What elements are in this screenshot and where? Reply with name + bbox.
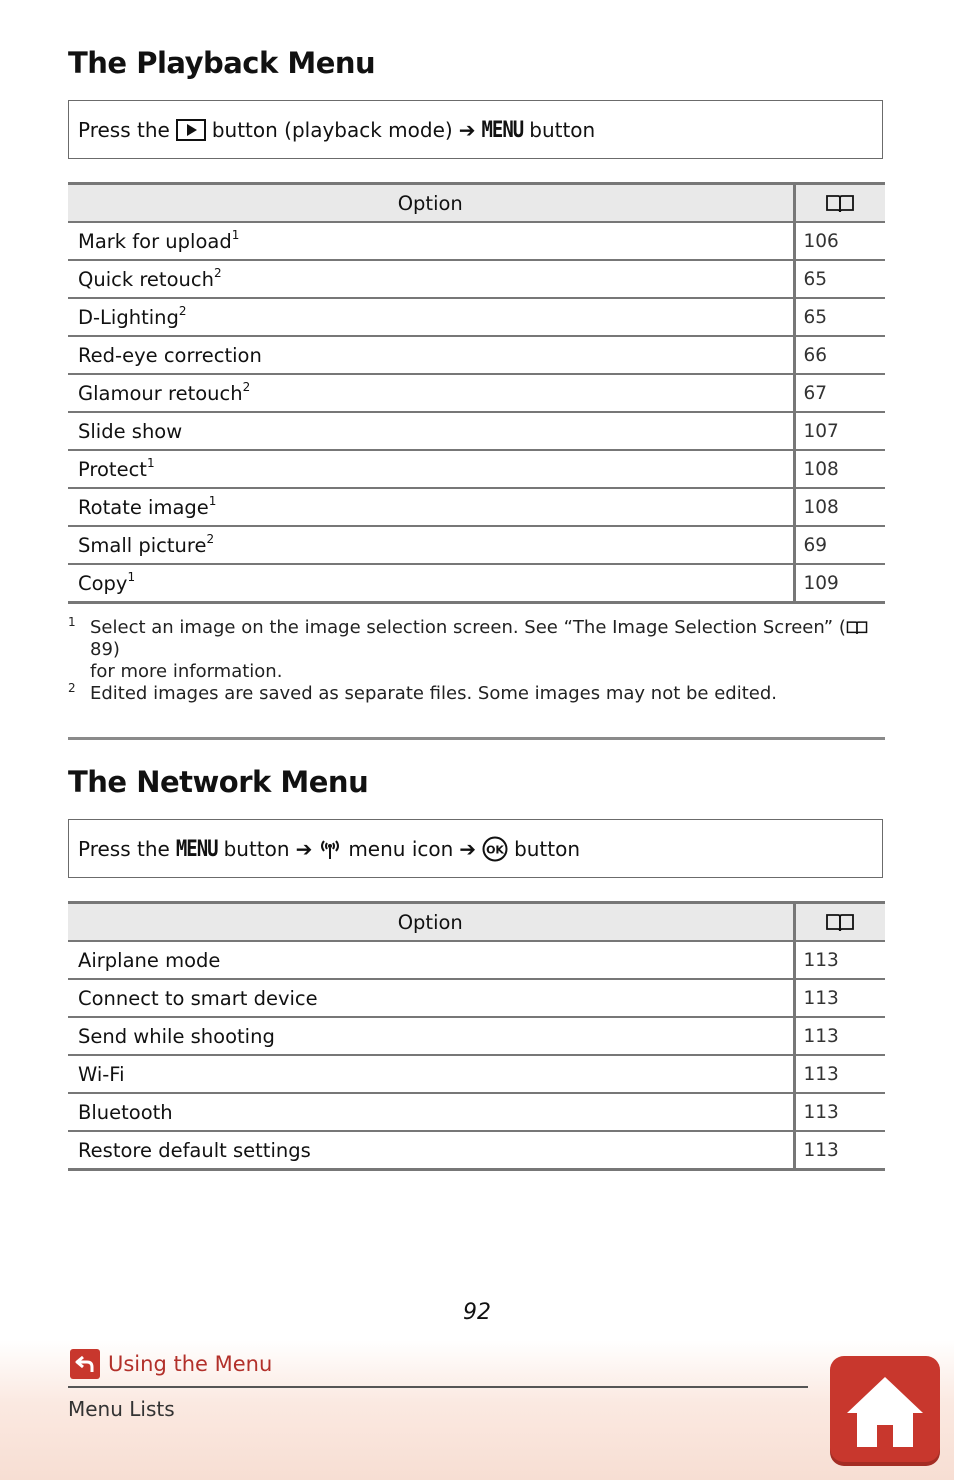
section-link-label: Using the Menu — [108, 1352, 273, 1376]
instr-text: button — [529, 117, 596, 142]
option-label: Bluetooth — [78, 1100, 173, 1124]
footnote-marker: 2 — [178, 303, 187, 318]
table-row — [68, 1017, 885, 1055]
instr-text: button — [514, 836, 581, 861]
table-row — [68, 412, 885, 450]
footnote-text: Edited images are saved as separate files. Some images may not be edited. — [90, 683, 777, 704]
page-ref[interactable]: 108 — [794, 450, 885, 488]
section-link[interactable] — [70, 1349, 272, 1379]
option-label: Quick retouch — [78, 267, 214, 291]
menu-button-icon: MENU — [175, 835, 218, 862]
option-column-header: Option — [68, 903, 794, 942]
footnote-marker: 1 — [146, 455, 155, 470]
option-cell — [68, 1055, 794, 1093]
page-ref[interactable]: 113 — [794, 1131, 885, 1170]
footnote-marker: 1 — [231, 227, 240, 242]
footnote-number: 1 — [68, 615, 76, 629]
option-cell — [68, 488, 794, 526]
ok-button-icon — [482, 836, 508, 862]
network-options-table — [68, 901, 885, 1171]
option-label: Send while shooting — [78, 1024, 275, 1048]
footnote-2 — [68, 683, 883, 705]
option-label: Red-eye correction — [78, 343, 262, 367]
page-ref[interactable]: 65 — [794, 260, 885, 298]
footnote-page-ref[interactable]: 89 — [90, 639, 113, 660]
option-cell — [68, 1017, 794, 1055]
table-row — [68, 298, 885, 336]
option-label: Small picture — [78, 533, 207, 557]
option-label: Rotate image — [78, 495, 209, 519]
page-ref[interactable]: 66 — [794, 336, 885, 374]
page-ref[interactable]: 107 — [794, 412, 885, 450]
option-label: Wi-Fi — [78, 1062, 125, 1086]
page-ref[interactable]: 109 — [794, 564, 885, 603]
footnote-marker: 2 — [206, 531, 215, 546]
home-button[interactable] — [830, 1356, 940, 1466]
table-header-row — [68, 184, 885, 223]
table-row — [68, 526, 885, 564]
option-label: Mark for upload — [78, 229, 232, 253]
option-cell — [68, 374, 794, 412]
page-ref[interactable]: 113 — [794, 1017, 885, 1055]
page-ref[interactable]: 67 — [794, 374, 885, 412]
option-cell — [68, 260, 794, 298]
page-ref[interactable]: 65 — [794, 298, 885, 336]
book-icon — [794, 903, 885, 942]
option-cell — [68, 450, 794, 488]
book-icon — [794, 184, 885, 223]
instr-text: button — [223, 836, 290, 861]
page-ref[interactable]: 113 — [794, 941, 885, 979]
page-ref[interactable]: 113 — [794, 1093, 885, 1131]
instr-text: Press the — [78, 836, 170, 861]
option-label: Connect to smart device — [78, 986, 318, 1010]
footnote-text-line2: for more information. — [90, 661, 283, 682]
footnote-1 — [68, 617, 883, 683]
network-instruction-box — [68, 819, 883, 878]
network-menu-icon — [318, 837, 342, 861]
svg-text:OK: OK — [486, 843, 504, 856]
option-label: Copy — [78, 571, 128, 595]
option-cell — [68, 941, 794, 979]
table-header-row — [68, 903, 885, 942]
playback-options-table — [68, 182, 885, 604]
arrow-right-icon: ➔ — [459, 836, 477, 861]
footnote-marker: 2 — [242, 379, 251, 394]
option-label: D-Lighting — [78, 305, 179, 329]
option-column-header: Option — [68, 184, 794, 223]
arrow-right-icon: ➔ — [458, 117, 476, 142]
table-row — [68, 979, 885, 1017]
footnote-number: 2 — [68, 681, 76, 695]
playback-footnotes — [68, 617, 883, 705]
footer-divider — [68, 1386, 808, 1388]
arrow-right-icon: ➔ — [295, 836, 313, 861]
option-cell — [68, 298, 794, 336]
option-cell — [68, 526, 794, 564]
playback-button-icon — [176, 119, 206, 141]
instr-text: Press the — [78, 117, 170, 142]
option-label: Slide show — [78, 419, 183, 443]
back-arrow-icon — [70, 1349, 100, 1379]
option-cell — [68, 1093, 794, 1131]
instr-text: button (playback mode) — [211, 117, 453, 142]
footnote-marker: 1 — [208, 493, 217, 508]
option-label: Restore default settings — [78, 1138, 311, 1162]
table-row — [68, 488, 885, 526]
option-cell — [68, 1131, 794, 1170]
page-ref[interactable]: 108 — [794, 488, 885, 526]
option-cell — [68, 564, 794, 603]
option-cell — [68, 222, 794, 260]
network-menu-title: The Network Menu — [68, 765, 369, 799]
home-icon — [841, 1371, 929, 1451]
page-ref[interactable]: 113 — [794, 1055, 885, 1093]
footnote-marker: 1 — [127, 569, 136, 584]
option-label: Protect — [78, 457, 147, 481]
section-divider — [68, 737, 885, 740]
option-cell — [68, 979, 794, 1017]
table-row — [68, 1055, 885, 1093]
page-ref[interactable]: 113 — [794, 979, 885, 1017]
table-row — [68, 260, 885, 298]
option-cell — [68, 412, 794, 450]
footnote-marker: 2 — [213, 265, 222, 280]
option-label: Glamour retouch — [78, 381, 243, 405]
footnote-text: ) — [112, 639, 120, 660]
table-row — [68, 564, 885, 603]
table-row — [68, 450, 885, 488]
playback-menu-title: The Playback Menu — [68, 46, 376, 80]
option-cell — [68, 336, 794, 374]
table-row — [68, 222, 885, 260]
book-icon — [846, 617, 868, 638]
option-label: Airplane mode — [78, 948, 221, 972]
page-ref[interactable]: 106 — [794, 222, 885, 260]
table-row — [68, 336, 885, 374]
menu-button-icon: MENU — [481, 116, 524, 143]
page-number: 92 — [463, 1300, 491, 1325]
subsection-label: Menu Lists — [68, 1397, 175, 1421]
footnote-text: Select an image on the image selection screen. See “The Image Selection Screen” ( — [90, 617, 846, 638]
instr-text: menu icon — [348, 836, 454, 861]
table-row — [68, 941, 885, 979]
table-row — [68, 1131, 885, 1170]
page-ref[interactable]: 69 — [794, 526, 885, 564]
table-row — [68, 1093, 885, 1131]
table-row — [68, 374, 885, 412]
playback-instruction-box — [68, 100, 883, 159]
